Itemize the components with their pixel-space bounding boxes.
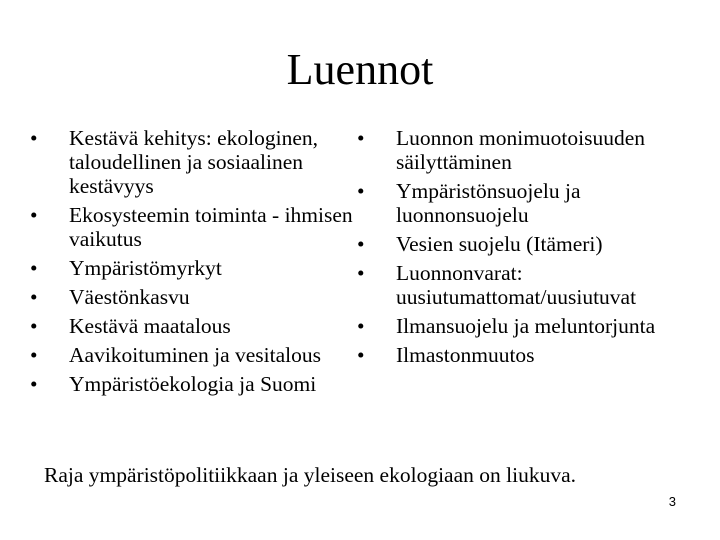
list-item-text: Väestönkasvu xyxy=(69,285,190,309)
list-item-text: Ympäristönsuojelu ja luonnonsuojelu xyxy=(396,179,581,227)
bullet-icon: • xyxy=(357,261,365,285)
list-item xyxy=(30,314,360,338)
bullet-icon: • xyxy=(357,343,365,367)
list-item xyxy=(30,203,360,251)
list-item-text: Ilmastonmuutos xyxy=(396,343,535,367)
list-item-text: Ympäristöekologia ja Suomi xyxy=(69,372,317,396)
bullet-icon: • xyxy=(30,256,38,280)
list-item-text: Luonnon monimuotoisuuden säilyttäminen xyxy=(396,126,646,174)
list-item-text: Luonnonvarat: uusiutumattomat/uusiutuvat xyxy=(396,261,637,309)
bullet-icon: • xyxy=(357,232,365,256)
list-item-text: Kestävä maatalous xyxy=(69,314,231,338)
list-item-text: Kestävä kehitys: ekologinen, taloudellinen ja sosiaalinen kestävyys xyxy=(69,126,318,198)
bullet-icon: • xyxy=(30,203,38,227)
right-bullet-list xyxy=(357,126,707,372)
list-item xyxy=(357,126,707,174)
bullet-icon: • xyxy=(357,126,365,150)
list-item-text: Ekosysteemin toiminta - ihmisen vaikutus xyxy=(69,203,353,251)
bullet-icon: • xyxy=(30,314,38,338)
list-item xyxy=(30,126,360,198)
list-item-text: Vesien suojelu (Itämeri) xyxy=(396,232,603,256)
bullet-icon: • xyxy=(30,126,38,150)
list-item xyxy=(357,314,707,338)
list-item xyxy=(357,179,707,227)
list-item xyxy=(30,256,360,280)
bullet-icon: • xyxy=(357,179,365,203)
bullet-icon: • xyxy=(357,314,365,338)
list-item xyxy=(357,343,707,367)
list-item-text: Ilmansuojelu ja meluntorjunta xyxy=(396,314,656,338)
list-item xyxy=(357,261,707,309)
bullet-icon: • xyxy=(30,343,38,367)
list-item-text: Ympäristömyrkyt xyxy=(69,256,222,280)
footer-note: Raja ympäristöpolitiikkaan ja yleiseen ekologiaan on liukuva. xyxy=(44,463,576,487)
slide-title: Luennot xyxy=(286,45,434,94)
list-item xyxy=(30,285,360,309)
list-item xyxy=(30,343,360,367)
left-bullet-list xyxy=(30,126,360,401)
list-item xyxy=(357,232,707,256)
list-item xyxy=(30,372,360,396)
list-item-text: Aavikoituminen ja vesitalous xyxy=(69,343,321,367)
page-number: 3 xyxy=(668,494,676,509)
bullet-icon: • xyxy=(30,372,38,396)
bullet-icon: • xyxy=(30,285,38,309)
